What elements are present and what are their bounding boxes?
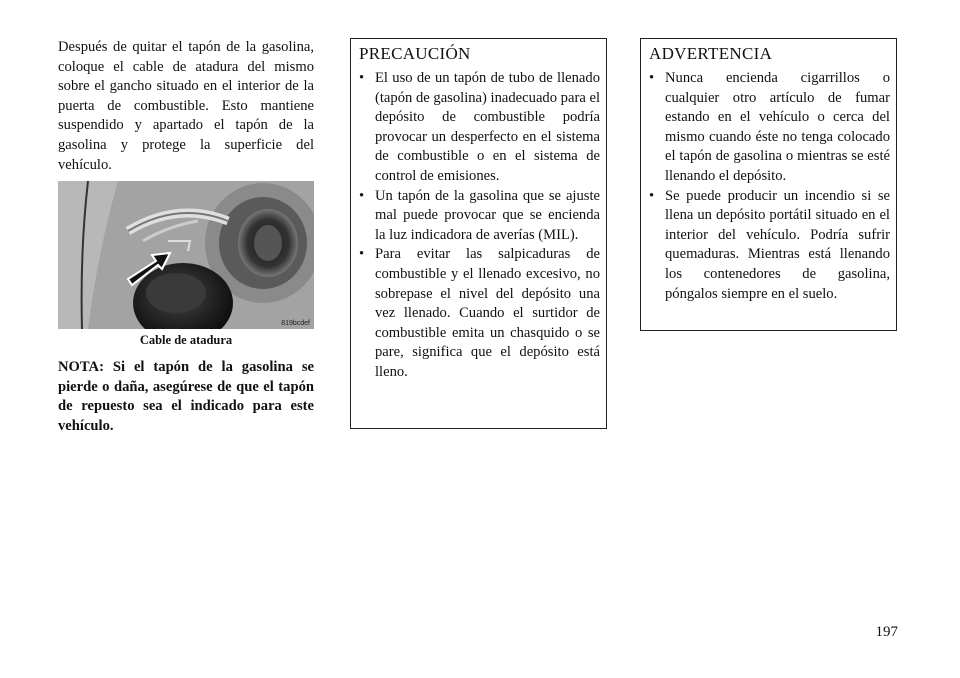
intro-paragraph: Después de quitar el tapón de la gasolina, coloque el cable de atadura del mismo sobre el gancho situado en el interior de la puerta de combustible. Esto mantiene suspendido y apartado el tapón de la gasolina y protege la superficie del vehículo. xyxy=(58,39,314,173)
page-number: 197 xyxy=(875,624,898,640)
precaution-title: PRECAUCIÓN xyxy=(359,44,471,63)
warning-item: • Se puede producir un incendio si se llena un depósito portátil situado en el interior del vehículo. Podría sufrir quemaduras. Mientras está llenando los contenedores de gasolina, póngalos siempre en el suelo. xyxy=(649,187,890,305)
fuel-door-photo xyxy=(58,181,314,329)
note-paragraph: NOTA: Si el tapón de la gasolina se pierde o daña, asegúrese de que el tapón de repuesto sea el indicado para este vehículo. xyxy=(58,359,314,434)
precaution-item: • Un tapón de la gasolina que se ajuste mal puede provocar que se encienda la luz indicadora de averías (MIL). xyxy=(359,187,600,246)
warning-list xyxy=(649,69,890,304)
warning-item: • Nunca encienda cigarrillos o cualquier otro artículo de fumar estando en el vehículo o cerca del mismo cuando éste no tenga colocado el tapón de gasolina o mientras se esté llenando el depósito. xyxy=(649,69,890,187)
left-column xyxy=(58,38,314,437)
precaution-box xyxy=(350,38,607,429)
fuel-door-illustration xyxy=(58,181,314,329)
precaution-item: • Para evitar las salpicaduras de combustible y el llenado excesivo, no sobrepase el nivel del depósito una vez llenado. Cuando el surtidor de combustible emita un chasquido o se pare, significa que el depósito está lleno. xyxy=(359,245,600,382)
figure-code: 819bcdef xyxy=(281,320,310,328)
warning-box xyxy=(640,38,897,331)
warning-title: ADVERTENCIA xyxy=(649,44,773,63)
precaution-item: • El uso de un tapón de tubo de llenado (tapón de gasolina) inadecuado para el depósito de combustible podría provocar un desperfecto en el sistema de combustible o en el sistema de control de emisiones. xyxy=(359,69,600,187)
figure-caption: Cable de atadura xyxy=(139,333,233,348)
precaution-list xyxy=(359,69,600,383)
